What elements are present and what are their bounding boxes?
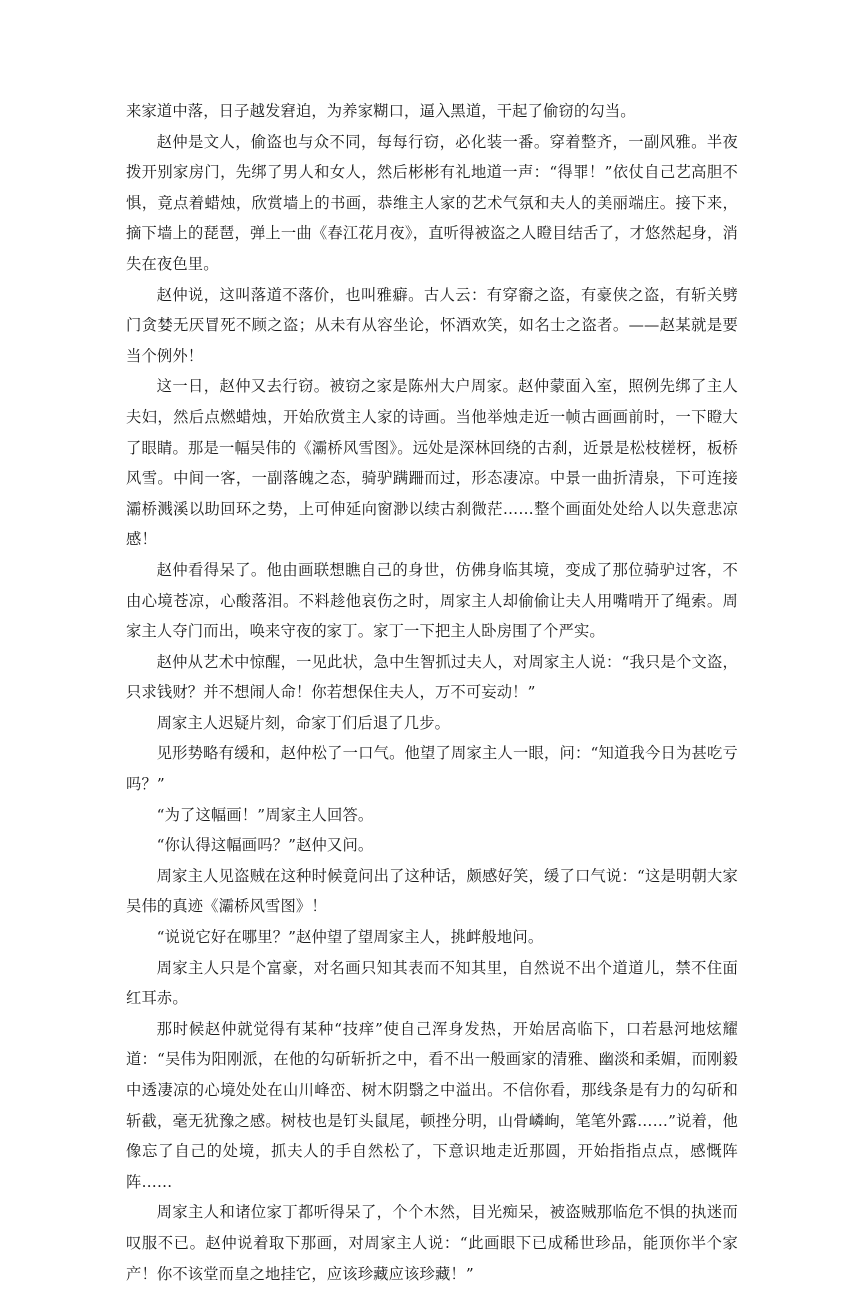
- paragraph: 赵仲看得呆了。他由画联想瞧自己的身世，仿佛身临其境，变成了那位骑驴过客，不由心境苍凉，心酸落泪。不料趁他哀伤之时，周家主人却偷偷让夫人用嘴啃开了绳索。周家主人夺门而出，唤来守夜的家丁。家丁一下把主人卧房围了个严实。: [126, 560, 738, 641]
- paragraph: “说说它好在哪里？”赵仲望了望周家主人，挑衅般地问。: [156, 928, 544, 947]
- paragraph: 那时候赵仲就觉得有某种“技痒”使自己浑身发热，开始居高临下，口若悬河地炫耀道：“吴伟为阳刚派，在他的勾斫斩折之中，看不出一般画家的清雅、幽淡和柔媚，而刚毅中透凄凉的心境处处在山川峰峦、树木阴翳之中溢出。不信你看，那线条是有力的勾斫和斩截，毫无犹豫之感。树枝也是钉头鼠尾，顿挫分明，山骨嶙峋，笔笔外露……”说着，他像忘了自己的处境，抓夫人的手自然松了，下意识地走近那圆，开始指指点点，感慨阵阵……: [126, 1019, 738, 1191]
- paragraph: 赵仲说，这叫落道不落价，也叫雅癖。古人云：有穿窬之盗，有豪侠之盗，有斩关劈门贪婪无厌冒死不顾之盗；从未有从容坐论，怀酒欢笑，如名士之盗者。——赵某就是要当个例外！: [126, 285, 738, 365]
- paragraph: 见形势略有缓和，赵仲松了一口气。他望了周家主人一眼，问：“知道我今日为甚吃亏吗？”: [126, 744, 738, 794]
- paragraph: 周家主人和诸位家丁都听得呆了，个个木然，目光痴呆，被盗贼那临危不惧的执迷而叹服不已。赵仲说着取下那画，对周家主人说：“此画眼下已成稀世珍品，能顶你半个家产！你不该堂而皇之地挂它，应该珍藏应该珍藏！”: [126, 1203, 738, 1283]
- paragraph: 来家道中落，日子越发窘迫，为养家糊口，逼入黑道，干起了偷窃的勾当。: [126, 102, 636, 120]
- paragraph: 周家主人只是个富豪，对名画只知其表而不知其里，自然说不出个道道儿，禁不住面红耳赤。: [126, 958, 738, 1008]
- story-text: [126, 96, 738, 1289]
- paragraph: “你认得这幅画吗？”赵仲又问。: [156, 836, 374, 855]
- paragraph: 周家主人见盗贼在这种时候竟问出了这种话，颇感好笑，缓了口气说：“这是明朝大家吴伟的真迹《灞桥风雪图》！: [126, 866, 738, 916]
- paragraph: 赵仲从艺术中惊醒，一见此状，急中生智抓过夫人，对周家主人说：“我只是个文盗，只求钱财？并不想闹人命！你若想保住夫人，万不可妄动！”: [126, 652, 738, 702]
- paragraph: 这一日，赵仲又去行窃。被窃之家是陈州大户周家。赵仲蒙面入室，照例先绑了主人夫妇，然后点燃蜡烛，开始欣赏主人家的诗画。当他举烛走近一帧古画画前时，一下瞪大了眼睛。那是一幅吴伟的《灞桥风雪图》。远处是深林回绕的古刹，近景是松枝槎枒，板桥风雪。中间一客，一副落魄之态，骑驴蹒跚而过，形态凄凉。中景一曲折清泉，下可连接灞桥溅溪以助回环之势，上可伸延向窗渺以续古刹微茫……整个画面处处给人以失意悲凉感！: [126, 377, 738, 549]
- paragraph: “为了这幅画！”周家主人回答。: [156, 805, 374, 824]
- paragraph: 赵仲是文人，偷盗也与众不同，每每行窃，必化装一番。穿着整齐，一副风雅。半夜拨开别家房门，先绑了男人和女人，然后彬彬有礼地道一声：“得罪！”依仗自己艺高胆不惧，竟点着蜡烛，欣赏墙上的书画，恭维主人家的艺术气氛和夫人的美丽端庄。接下来，摘下墙上的琵琶，弹上一曲《春江花月夜》，直听得被盗之人瞪目结舌了，才悠然起身，消失在夜色里。: [126, 132, 738, 273]
- paragraph: 周家主人迟疑片刻，命家丁们后退了几步。: [156, 713, 451, 732]
